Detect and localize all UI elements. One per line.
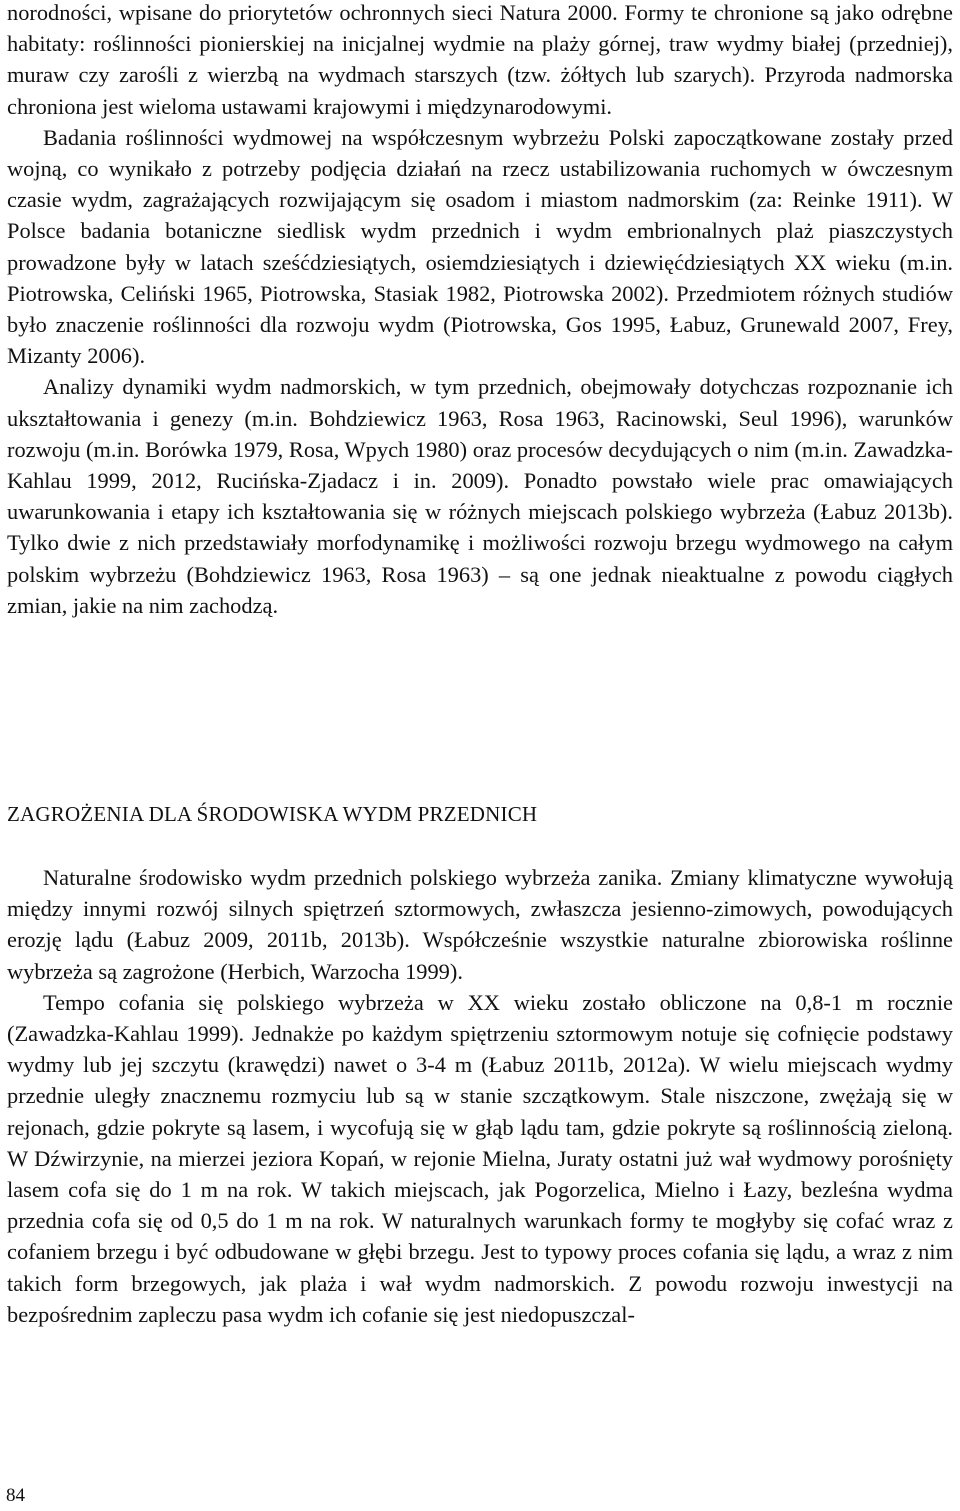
paragraph-dune-dynamics: Analizy dynamiki wydm nadmorskich, w tym przednich, obejmowały dotychczas rozpoznanie ich ukształtowania i genezy (m.in. Bohdziewicz 1963, Rosa 1963, Racinowski, Seul 1996), warunków rozwoju (m.in. Borówka 1979, Rosa, Wpych 1980) oraz procesów decydujących o nim (m.in. Zawadzka-Kahlau 1999, 2012, Rucińska-Zjadacz i in. 2009). Ponadto powstało wiele prac omawiających uwarunkowania i etapy ich kształtowania się w różnych miejscach polskiego wybrzeża (Łabuz 2013b). Tylko dwie z nich przedstawiały morfodynamikę i możliwości rozwoju brzegu wydmowego na całym polskim wybrzeżu (Bohdziewicz 1963, Rosa 1963) – są one jednak nieaktualne z powodu ciągłych zmian, jakie na nim zachodzą. (7, 374, 953, 618)
paragraph-climate-threats: Naturalne środowisko wydm przednich polskiego wybrzeża zanika. Zmiany klimatyczne wywołują między innymi rozwój silnych spiętrzeń sztormowych, zwłaszcza jesienno-zimowych, powodujących erozję lądu (Łabuz 2009, 2011b, 2013b). Współcześnie wszystkie naturalne zbiorowiska roślinne wybrzeża są zagrożone (Herbich, Warzocha 1999). (7, 865, 953, 984)
paragraph-coastline-retreat: Tempo cofania się polskiego wybrzeża w XX wieku zostało obliczone na 0,8-1 m rocznie (Zawadzka-Kahlau 1999). Jednakże po każdym spiętrzeniu sztormowym notuje się cofnięcie podstawy wydmy lub jej szczytu (krawędzi) nawet o 3-4 m (Łabuz 2011b, 2012a). W wielu miejscach wydmy przednie uległy znacznemu rozmyciu lub są w stanie szczątkowym. Stale niszczone, zwężają się w rejonach, gdzie pokryte są lasem, i wycofują się w głąb lądu tam, gdzie pokryte są roślinnością zieloną. W Dźwirzynie, na mierzei jeziora Kopań, w rejonie Mielna, Juraty ostatni już wał wydmowy porośnięty lasem cofa się do 1 m na rok. W takich miejscach, jak Pogorzelica, Mielno i Łazy, bezleśna wydma przednia cofa się od 0,5 do 1 m na rok. W naturalnych warunkach formy te mogłyby się cofać wraz z cofaniem brzegu i być odbudowane w głębi brzegu. Jest to typowy proces cofania się lądu, a wraz z nim takich form brzegowych, jak plaża i wał wydm nadmorskich. Z powodu rozwoju inwestycji na bezpośrednim zapleczu pasa wydm ich cofanie się jest niedopuszczal- (7, 989, 953, 1327)
paragraph-research-history: Badania roślinności wydmowej na współczesnym wybrzeżu Polski zapoczątkowane zostały przed wojną, co wynikało z potrzeby podjęcia działań na rzecz ustabilizowania ruchomych w ówczesnym czasie wydm, zagrażających rozwijającym się osadom i miastom nadmorskim (za: Reinke 1911). W Polsce badania botaniczne siedlisk wydm przednich i wydm embrionalnych plaż piaszczystych prowadzone były w latach sześćdziesiątych, osiemdziesiątych i dziewięćdziesiątych XX wieku (m.in. Piotrowska, Celiński 1965, Piotrowska, Stasiak 1982, Piotrowska 2002). Przedmiotem różnych studiów było znaczenie roślinności dla rozwoju wydm (Piotrowska, Gos 1995, Łabuz, Grunewald 2007, Frey, Mizanty 2006). (7, 124, 953, 369)
section-body (7, 862, 953, 1330)
section-title: ZAGROŻENIA DLA ŚRODOWISKA WYDM PRZEDNICH (7, 802, 538, 826)
paragraph-continuation: norodności, wpisane do priorytetów ochronnych sieci Natura 2000. Formy te chronione są jako odrębne habitaty: roślinności pionierskiej na inicjalnej wydmie na plaży górnej, traw wydmy białej (przedniej), muraw czy zarośli z wierzbą na wydmach starszych (tzw. żółtych lub szarych). Przyroda nadmorska chroniona jest wieloma ustawami krajowymi i międzynarodowymi. (7, 0, 953, 119)
page-number: 84 (6, 1485, 25, 1506)
page-body (7, 0, 953, 621)
